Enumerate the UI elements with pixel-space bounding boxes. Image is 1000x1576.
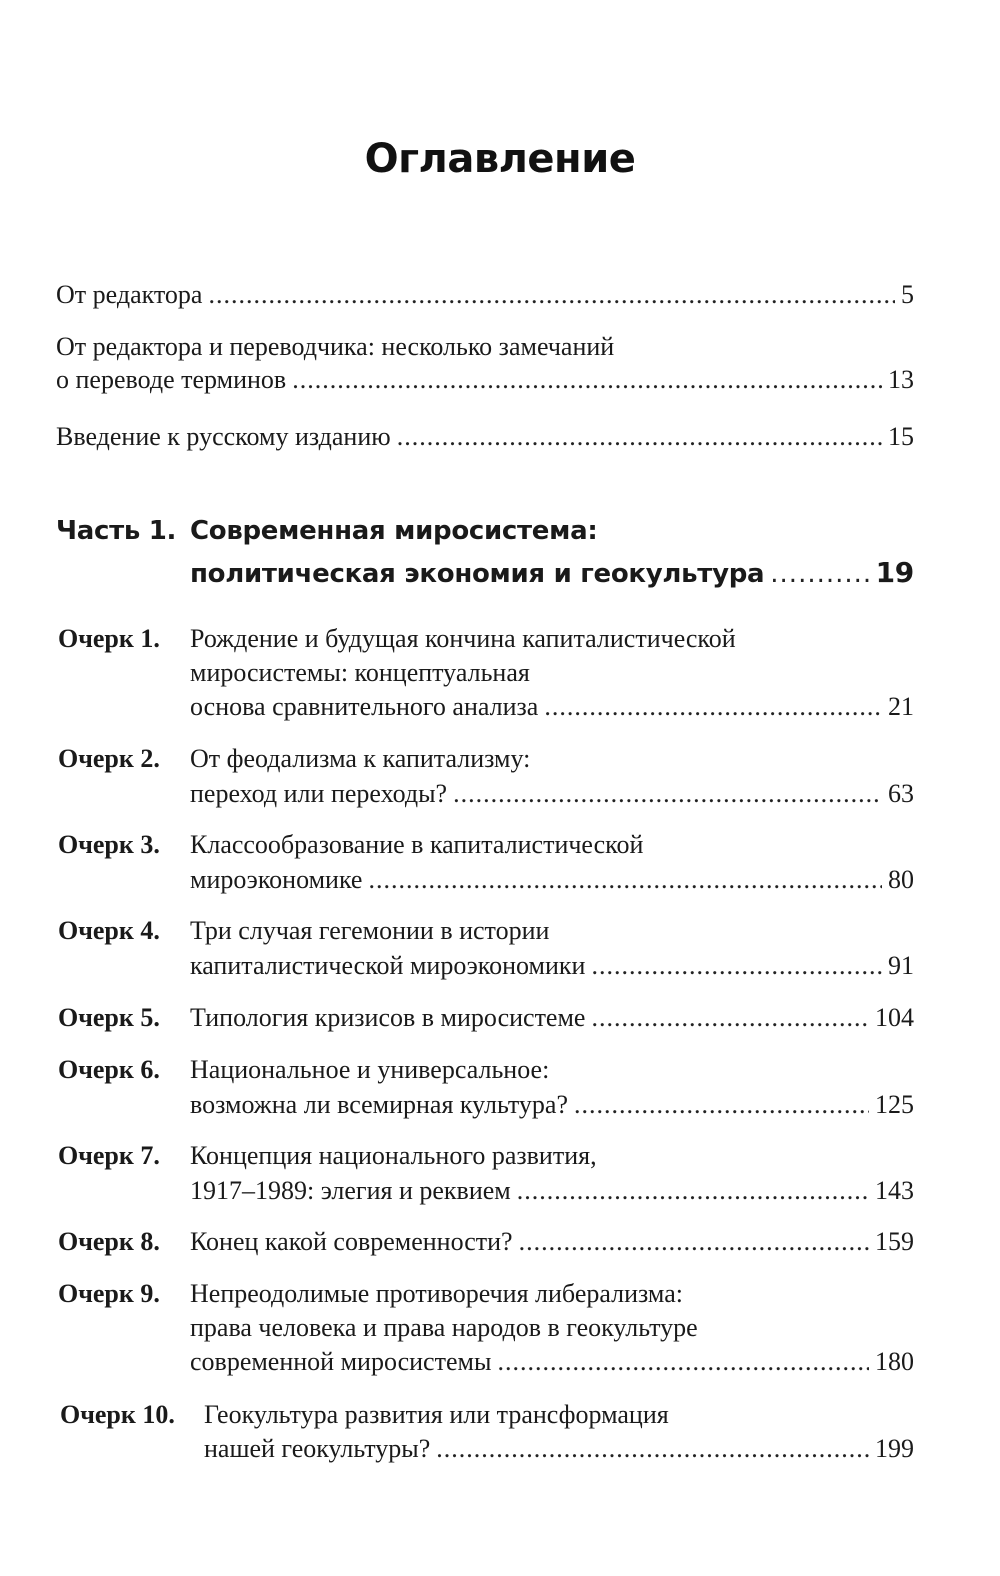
essay-title-line: Классообразование в капиталистической — [190, 830, 644, 859]
essay-label: Очерк 9. — [58, 1279, 160, 1308]
essay-title-line: 1917–1989: элегия и реквием — [190, 1176, 511, 1205]
essay-page-number: 21 — [888, 692, 914, 721]
essay-label: Очерк 10. — [60, 1400, 175, 1429]
essay-page-number: 159 — [875, 1227, 914, 1256]
essay-label: Очерк 2. — [58, 744, 160, 773]
essay-entry-row[interactable] — [190, 949, 914, 983]
front-matter-page-number: 5 — [901, 280, 914, 309]
essay-page-number: 80 — [888, 865, 914, 894]
essay-title-line: нашей геокультуры? — [204, 1434, 431, 1463]
essay-label: Очерк 4. — [58, 916, 160, 945]
essay-title-line: возможна ли всемирная культура? — [190, 1090, 568, 1119]
essay-entry-row[interactable] — [190, 1088, 914, 1122]
essay-page-number: 199 — [875, 1434, 914, 1463]
dot-leader — [591, 949, 882, 983]
essay-title-line: основа сравнительного анализа — [190, 692, 539, 721]
part-title-line: Современная миросистема: — [190, 516, 598, 546]
essay-label: Очерк 7. — [58, 1141, 160, 1170]
essay-entry-row[interactable] — [190, 777, 914, 811]
dot-leader — [544, 690, 882, 724]
essay-title-line: переход или переходы? — [190, 779, 448, 808]
essay-page-number: 104 — [875, 1003, 914, 1032]
part-entry-row[interactable] — [190, 556, 914, 591]
dot-leader — [497, 1345, 869, 1379]
dot-leader — [453, 777, 882, 811]
essay-title-line: Непреодолимые противоречия либерализма: — [190, 1279, 683, 1308]
dot-leader — [519, 1225, 869, 1259]
essay-label: Очерк 3. — [58, 830, 160, 859]
essay-title-line: современной миросистемы — [190, 1347, 492, 1376]
essay-title-line: От феодализма к капитализму: — [190, 744, 531, 773]
essay-title-line: Национальное и универсальное: — [190, 1055, 550, 1084]
dot-leader — [292, 363, 882, 397]
essay-entry-row[interactable] — [190, 863, 914, 897]
essay-label: Очерк 1. — [58, 624, 160, 653]
front-matter-page-number: 13 — [888, 365, 914, 394]
front-matter-title-line: От редактора и переводчика: несколько замечаний — [56, 332, 615, 361]
dot-leader — [436, 1432, 869, 1466]
page-title: Оглавление — [364, 136, 636, 182]
essay-label: Очерк 8. — [58, 1227, 160, 1256]
essay-title-line: Три случая гегемонии в истории — [190, 916, 550, 945]
essay-entry-row[interactable] — [190, 1001, 914, 1035]
essay-title-line: Рождение и будущая кончина капиталистической — [190, 624, 736, 653]
essay-title-line: капиталистической мироэкономики — [190, 951, 586, 980]
essay-entry-row[interactable] — [204, 1432, 914, 1466]
essay-title-line: Типология кризисов в миросистеме — [190, 1003, 586, 1032]
essay-title-line: Конец какой современности? — [190, 1227, 513, 1256]
essay-label: Очерк 5. — [58, 1003, 160, 1032]
front-matter-title-line: От редактора — [56, 280, 203, 309]
front-matter-page-number: 15 — [888, 422, 914, 451]
essay-page-number: 125 — [875, 1090, 914, 1119]
front-matter-title-line: о переводе терминов — [56, 365, 287, 394]
front-matter-entry-row[interactable] — [56, 363, 914, 397]
dot-leader — [208, 278, 895, 312]
dot-leader — [368, 863, 882, 897]
essay-title-line: Концепция национального развития, — [190, 1141, 597, 1170]
part-label: Часть 1. — [56, 516, 177, 546]
essay-entry-row[interactable] — [190, 690, 914, 724]
dot-leader — [574, 1088, 869, 1122]
essay-page-number: 143 — [875, 1176, 914, 1205]
essay-entry-row[interactable] — [190, 1225, 914, 1259]
essay-entry-row[interactable] — [190, 1345, 914, 1379]
front-matter-entry-row[interactable] — [56, 420, 914, 454]
essay-title-line: Геокультура развития или трансформация — [204, 1400, 669, 1429]
dot-leader — [770, 557, 869, 591]
essay-page-number: 180 — [875, 1347, 914, 1376]
dot-leader — [397, 420, 882, 454]
essay-title-line: миросистемы: концептуальная — [190, 658, 530, 687]
front-matter-title-line: Введение к русскому изданию — [56, 422, 391, 451]
essay-page-number: 91 — [888, 951, 914, 980]
essay-title-line: права человека и права народов в геокультуре — [190, 1313, 698, 1342]
part-title-line: политическая экономия и геокультура — [190, 559, 765, 589]
essay-entry-row[interactable] — [190, 1174, 914, 1208]
essay-title-line: мироэкономике — [190, 865, 363, 894]
part-page-number: 19 — [875, 556, 914, 589]
dot-leader — [517, 1174, 869, 1208]
essay-page-number: 63 — [888, 779, 914, 808]
dot-leader — [591, 1001, 869, 1035]
essay-label: Очерк 6. — [58, 1055, 160, 1084]
front-matter-entry-row[interactable] — [56, 278, 914, 312]
